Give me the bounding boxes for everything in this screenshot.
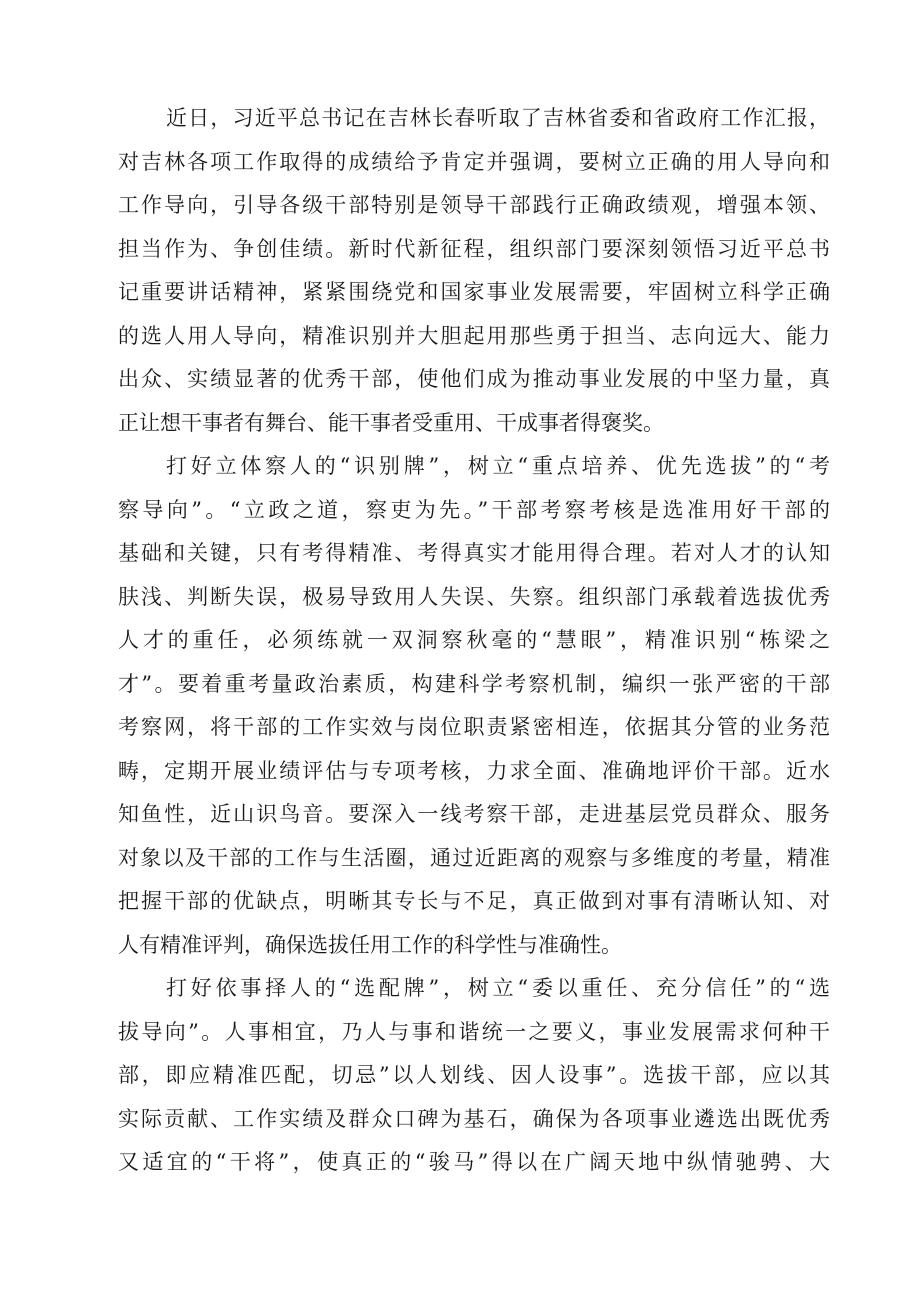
paragraph-3 xyxy=(118,967,830,1185)
text-line: 才”。要着重考量政治素质，构建科学考察机制，编织一张严密的干部 xyxy=(118,671,830,696)
text-line: 工作导向，引导各级干部特别是领导干部践行正确政绩观，增强本领、 xyxy=(118,193,830,217)
text-line: 对象以及干部的工作与生活圈，通过近距离的观察与多维度的考量，精准 xyxy=(118,845,830,870)
text-line: 记重要讲话精神，紧紧围绕党和国家事业发展需要，牢固树立科学正确 xyxy=(118,280,830,304)
text-line: 部，即应精准匹配，切忌”以人划线、因人设事”。选拔干部，应以其 xyxy=(118,1063,830,1087)
text-line: 的选人用人导向，精准识别并大胆起用那些勇于担当、志向远大、能力 xyxy=(118,323,830,348)
paragraph-2 xyxy=(118,445,830,967)
text-line: 畴，定期开展业绩评估与专项考核，力求全面、准确地评价干部。近水 xyxy=(118,758,830,783)
text-line: 考察网，将干部的工作实效与岗位职责紧密相连，依据其分管的业务范 xyxy=(118,715,830,739)
text-line: 又适宜的“干将”，使真正的“骏马”得以在广阔天地中纵情驰骋、大 xyxy=(118,1150,830,1174)
text-line: 正让想干事者有舞台、能干事者受重用、干成事者得褒奖。 xyxy=(118,410,664,435)
text-line: 知鱼性，近山识鸟音。要深入一线考察干部，走进基层党员群众、服务 xyxy=(118,802,830,826)
text-line: 肤浅、判断失误，极易导致用人失误、失察。组织部门承载着选拔优秀 xyxy=(118,584,830,609)
text-line: 察导向”。“立政之道，察吏为先。”干部考察考核是选准用好干部的 xyxy=(118,497,830,522)
text-line: 基础和关键，只有考得精准、考得真实才能用得合理。若对人才的认知 xyxy=(118,541,830,565)
text-line: 拔导向”。人事相宜，乃人与事和谐统一之要义，事业发展需求何种干 xyxy=(118,1019,830,1044)
text-line: 人才的重任，必须练就一双洞察秋毫的“慧眼”，精准识别“栋梁之 xyxy=(118,628,830,652)
document-page xyxy=(118,97,830,1185)
text-line: 近日，习近平总书记在吉林长春听取了吉林省委和省政府工作汇报， xyxy=(166,106,830,130)
text-line: 出众、实绩显著的优秀干部，使他们成为推动事业发展的中坚力量，真 xyxy=(118,367,830,391)
paragraph-1 xyxy=(118,97,830,445)
text-line: 打好立体察人的“识别牌”，树立“重点培养、优先选拔”的“考 xyxy=(166,454,830,478)
text-line: 实际贡献、工作实绩及群众口碑为基石，确保为各项事业遴选出既优秀 xyxy=(118,1106,830,1131)
text-line: 担当作为、争创佳绩。新时代新征程，组织部门要深刻领悟习近平总书 xyxy=(118,236,830,261)
text-line: 把握干部的优缺点，明晰其专长与不足，真正做到对事有清晰认知、对 xyxy=(118,889,830,913)
text-line: 打好依事择人的“选配牌”，树立“委以重任、充分信任”的“选 xyxy=(166,976,830,1000)
text-line: 人有精准评判，确保选拔任用工作的科学性与准确性。 xyxy=(118,932,622,957)
text-line: 对吉林各项工作取得的成绩给予肯定并强调，要树立正确的用人导向和 xyxy=(118,149,830,174)
